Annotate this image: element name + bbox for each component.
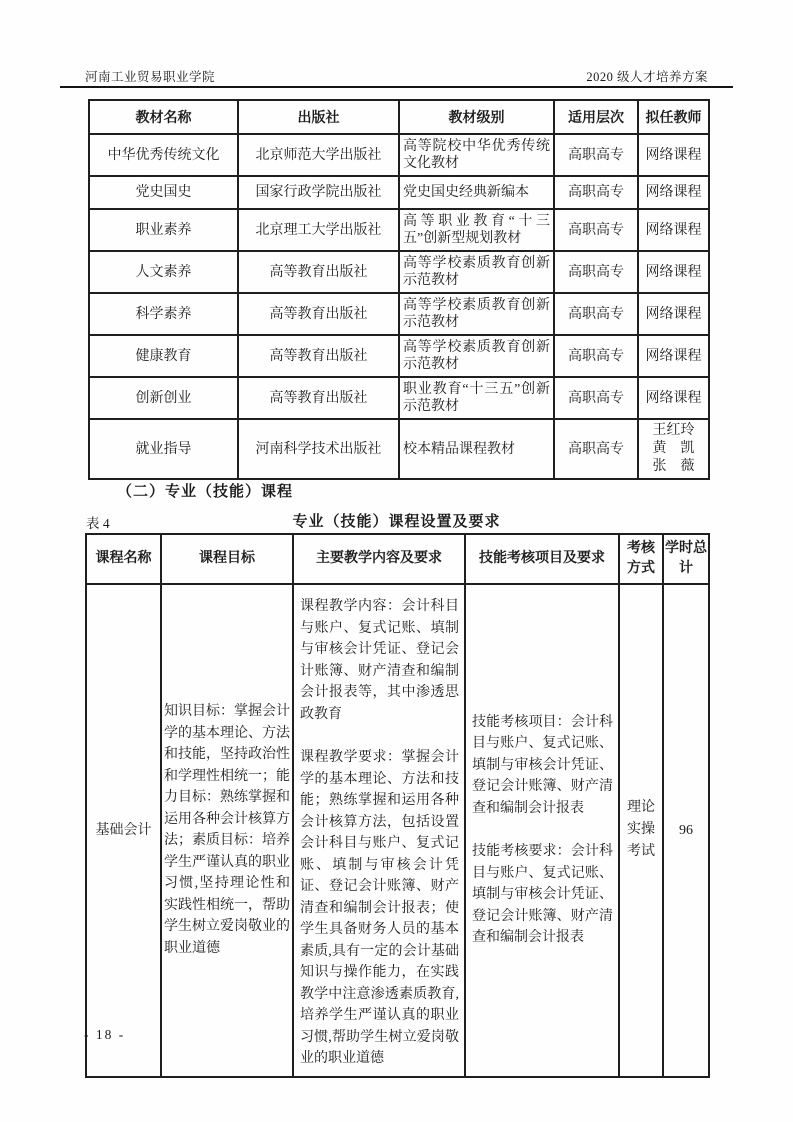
column-header-applicable-level: 适用层次 — [554, 100, 638, 134]
assessment-requirement-paragraph: 技能考核要求：会计科目与账户、复式记账、填制与审核会计凭证、登记会计账簿、财产清查和编制会计报表 — [472, 844, 613, 946]
textbook-table-header-row — [89, 100, 709, 134]
textbook-name-cell: 健康教育 — [89, 335, 238, 377]
teacher-name: 黄 凯 — [652, 441, 695, 456]
objectives-cell: 知识目标：掌握会计学的基本理论、方法和技能，坚持政治性和学理性相统一；能力目标：熟练掌握和运用各种会计核算方法；素质目标：培养学生严谨认真的职业习惯,坚持理论性和实践性相统一，帮助学生树立爱岗敬业的职业道德 — [161, 584, 293, 1077]
table4-label: 表 4 — [86, 516, 110, 531]
table4-title: 专业（技能）课程设置及要求 — [292, 514, 501, 530]
teacher-name: 张 薇 — [652, 459, 695, 474]
textbook-level-cell: 校本精品课程教材 — [399, 419, 554, 479]
textbook-level-cell: 高等院校中华优秀传统文化教材 — [399, 134, 554, 176]
column-header-course-name: 课程名称 — [86, 534, 161, 584]
publisher-cell: 北京师范大学出版社 — [238, 134, 399, 176]
table-row — [86, 584, 709, 1077]
header-rule — [60, 86, 733, 88]
course-table — [85, 533, 710, 1078]
publisher-cell: 国家行政学院出版社 — [238, 176, 399, 209]
page-number: - 18 - — [84, 1027, 126, 1042]
column-header-publisher: 出版社 — [238, 100, 399, 134]
assessment-cell — [465, 584, 619, 1077]
table-row — [89, 293, 709, 335]
proposed-teacher-cell: 网络课程 — [638, 335, 709, 377]
proposed-teacher-cell: 网络课程 — [638, 134, 709, 176]
proposed-teacher-cell: 网络课程 — [638, 251, 709, 293]
publisher-cell: 高等教育出版社 — [238, 293, 399, 335]
table-row — [89, 176, 709, 209]
proposed-teacher-cell: 网络课程 — [638, 209, 709, 251]
table4-caption — [85, 510, 708, 531]
section-heading: （二）专业（技能）课程 — [117, 484, 294, 500]
textbook-name-cell: 党史国史 — [89, 176, 238, 209]
program-title: 2020 级人才培养方案 — [586, 70, 708, 84]
publisher-cell: 河南科学技术出版社 — [238, 419, 399, 479]
textbook-table — [88, 99, 710, 480]
textbook-level-cell: 高等学校素质教育创新示范教材 — [399, 251, 554, 293]
proposed-teacher-cell: 网络课程 — [638, 176, 709, 209]
applicable-level-cell: 高职高专 — [554, 335, 638, 377]
table-row — [89, 377, 709, 419]
teacher-name: 王红玲 — [652, 423, 695, 438]
textbook-level-cell: 高等学校素质教育创新示范教材 — [399, 335, 554, 377]
table-row — [89, 335, 709, 377]
applicable-level-cell: 高职高专 — [554, 293, 638, 335]
applicable-level-cell: 高职高专 — [554, 251, 638, 293]
applicable-level-cell: 高职高专 — [554, 377, 638, 419]
page-header — [85, 67, 708, 85]
column-header-assessment-method: 考核方式 — [619, 534, 663, 584]
column-header-proposed-teacher: 拟任教师 — [638, 100, 709, 134]
school-name: 河南工业贸易职业学院 — [85, 70, 216, 84]
publisher-cell: 高等教育出版社 — [238, 251, 399, 293]
teaching-content-paragraph: 课程教学内容：会计科目与账户、复式记账、填制与审核会计凭证、登记会计账簿、财产清查和编制会计报表等，其中渗透思政教育 — [300, 599, 459, 722]
proposed-teacher-cell — [638, 419, 709, 479]
textbook-level-cell: 党史国史经典新编本 — [399, 176, 554, 209]
publisher-cell: 高等教育出版社 — [238, 335, 399, 377]
applicable-level-cell: 高职高专 — [554, 176, 638, 209]
table-row — [89, 134, 709, 176]
publisher-cell: 高等教育出版社 — [238, 377, 399, 419]
table-row — [89, 209, 709, 251]
textbook-name-cell: 中华优秀传统文化 — [89, 134, 238, 176]
publisher-cell: 北京理工大学出版社 — [238, 209, 399, 251]
applicable-level-cell: 高职高专 — [554, 419, 638, 479]
textbook-name-cell: 创新创业 — [89, 377, 238, 419]
course-name-cell: 基础会计 — [86, 584, 161, 1077]
proposed-teacher-cell: 网络课程 — [638, 293, 709, 335]
column-header-textbook-level: 教材级别 — [399, 100, 554, 134]
column-header-teaching-content: 主要教学内容及要求 — [293, 534, 465, 584]
textbook-level-cell: 职业教育“十三五”创新示范教材 — [399, 377, 554, 419]
assessment-items-paragraph: 技能考核项目：会计科目与账户、复式记账、填制与审核会计凭证、登记会计账簿、财产清查和编制会计报表 — [472, 714, 613, 816]
teaching-requirement-paragraph: 课程教学要求：掌握会计学的基本理论、方法和技能；熟练掌握和运用各种会计核算方法，包括设置会计科目与账户、复式记账、填制与审核会计凭证、登记会计账簿、财产清查和编制会计报表；使学生具备财务人员的基本素质,具有一定的会计基础知识与操作能力，在实践教学中注意渗透素质教育,培养学生严谨认真的职业习惯,帮助学生树立爱岗敬业的职业道德 — [300, 750, 459, 1066]
textbook-name-cell: 人文素养 — [89, 251, 238, 293]
column-header-course-objectives: 课程目标 — [161, 534, 293, 584]
column-header-skill-assessment: 技能考核项目及要求 — [465, 534, 619, 584]
content-cell — [293, 584, 465, 1077]
table-row — [89, 251, 709, 293]
table-row — [89, 419, 709, 479]
applicable-level-cell: 高职高专 — [554, 209, 638, 251]
textbook-name-cell: 科学素养 — [89, 293, 238, 335]
column-header-textbook-name: 教材名称 — [89, 100, 238, 134]
applicable-level-cell: 高职高专 — [554, 134, 638, 176]
textbook-level-cell: 高等学校素质教育创新示范教材 — [399, 293, 554, 335]
textbook-level-cell: 高等职业教育“十三五”创新型规划教材 — [399, 209, 554, 251]
column-header-total-hours: 学时总计 — [663, 534, 709, 584]
hours-cell: 96 — [663, 584, 709, 1077]
proposed-teacher-cell: 网络课程 — [638, 377, 709, 419]
method-cell: 理论实操考试 — [619, 584, 663, 1077]
course-table-header-row — [86, 534, 709, 584]
textbook-name-cell: 职业素养 — [89, 209, 238, 251]
textbook-name-cell: 就业指导 — [89, 419, 238, 479]
